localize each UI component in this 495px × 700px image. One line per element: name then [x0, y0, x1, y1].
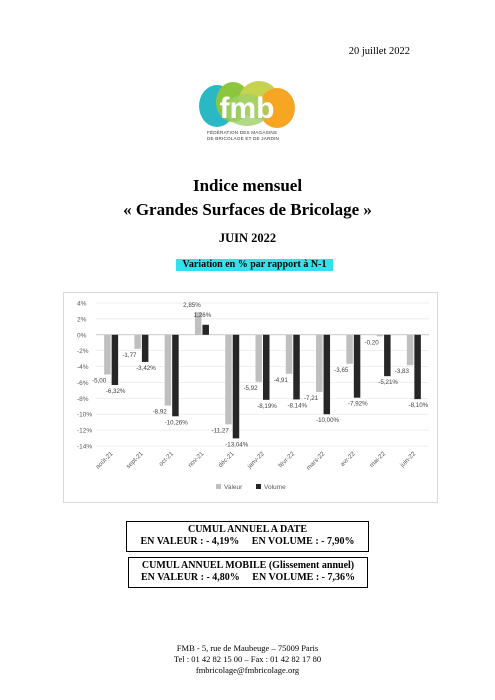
data-label: -3,65 [334, 366, 349, 374]
bar-chart [63, 292, 438, 503]
cumul-annuel-box [126, 521, 369, 552]
data-label: -5,21% [378, 379, 398, 387]
bar-volume [293, 335, 300, 400]
y-tick-label: 0% [77, 332, 87, 340]
data-label: -5,00 [92, 377, 107, 385]
y-tick-label: -2% [77, 348, 89, 356]
data-label: -11,27 [211, 427, 229, 435]
bar-volume [263, 335, 270, 400]
legend-label-valeur: Valeur [224, 484, 243, 491]
bar-volume [172, 335, 179, 417]
y-tick-label: -6% [77, 379, 89, 387]
bar-volume [202, 325, 209, 335]
bar-valeur [225, 335, 232, 425]
document-date: 20 juillet 2022 [348, 46, 410, 57]
bar-valeur [407, 335, 414, 365]
data-label: -8,10% [408, 402, 429, 410]
x-tick-label: déc-21 [217, 450, 236, 470]
x-tick-label: nov-21 [186, 450, 206, 470]
bar-valeur [316, 335, 323, 392]
cumul-annuel-title: CUMUL ANNUEL A DATE [187, 524, 307, 535]
y-tick-label: -8% [77, 395, 89, 403]
legend-swatch-valeur [216, 484, 221, 489]
data-label: -3,83 [394, 368, 409, 376]
bar-volume [112, 335, 119, 385]
bar-volume [354, 335, 361, 398]
data-label: -0,20 [364, 339, 379, 347]
period-label: JUIN 2022 [218, 231, 277, 245]
bar-volume [414, 335, 421, 399]
x-tick-label: oct-21 [157, 450, 176, 468]
y-tick-label: -4% [77, 364, 89, 372]
bar-volume [142, 335, 149, 362]
legend-swatch-volume [256, 484, 261, 489]
bar-valeur [165, 335, 172, 406]
bar-valeur [256, 335, 263, 382]
cumul-mobile-box [128, 557, 368, 588]
bar-volume [324, 335, 331, 414]
x-tick-label: mai-22 [368, 450, 388, 470]
data-label: -6,32% [105, 387, 126, 395]
logo-graphic [197, 80, 297, 132]
bar-valeur [346, 335, 353, 364]
data-label: -8,14% [287, 402, 308, 410]
y-tick-label: -12% [77, 427, 93, 435]
footer-address: FMB - 5, rue de Maubeuge – 75009 Paris [176, 643, 319, 653]
cumul-annuel-values: EN VALEUR : - 4,19% EN VOLUME : - 7,90% [140, 536, 355, 547]
data-label: 2,85% [183, 302, 201, 310]
data-label: -10,00% [316, 417, 340, 425]
logo-subtitle: FÉDÉRATION DES MAGASINS DE BRICOLAGE ET DE JARDIN [207, 130, 280, 141]
data-label: -13,04% [225, 441, 249, 449]
data-label: -4,91 [273, 376, 288, 384]
y-tick-label: -14% [77, 443, 93, 451]
logo-text: fmb [219, 92, 275, 125]
bar-volume [384, 335, 391, 376]
footer [0, 643, 495, 676]
data-label: -8,19% [257, 402, 277, 410]
bar-valeur [377, 335, 384, 337]
x-tick-label: janv-22 [246, 450, 266, 471]
x-tick-label: juin-22 [398, 450, 418, 469]
footer-email: fmbricolage@fmbricolage.org [195, 665, 300, 675]
y-tick-label: 4% [77, 300, 87, 308]
data-label: -5,92 [243, 384, 258, 392]
data-label: -7,92% [348, 400, 368, 408]
legend-label-volume: Volume [264, 484, 286, 491]
data-label: -3,42% [136, 364, 156, 372]
x-tick-label: avr-22 [339, 450, 357, 469]
data-label: 1,26% [193, 311, 212, 319]
footer-phone: Tel : 01 42 82 15 00 – Fax : 01 42 82 17 80 [173, 654, 322, 664]
x-tick-label: sept-21 [125, 450, 145, 471]
bar-valeur [104, 335, 111, 375]
y-tick-label: 2% [77, 316, 87, 324]
data-label: -10,26% [164, 419, 188, 427]
x-tick-label: févr-22 [277, 450, 297, 470]
data-label: -7,21 [303, 395, 319, 403]
cumul-mobile-values: EN VALEUR : - 4,80% EN VOLUME : - 7,36% [141, 572, 355, 583]
fmb-logo [197, 80, 297, 150]
variation-label: Variation en % par rapport à N-1 [176, 259, 333, 271]
cumul-mobile-title: CUMUL ANNUEL MOBILE (Glissement annuel) [141, 560, 355, 571]
data-label: -1,77 [122, 351, 137, 359]
y-tick-label: -10% [77, 411, 93, 419]
chart-svg [64, 293, 437, 502]
title-line2: « Grandes Surfaces de Bricolage » [123, 200, 372, 219]
x-tick-label: août-21 [94, 450, 115, 471]
bar-valeur [134, 335, 141, 349]
title-line1: Indice mensuel [192, 176, 303, 195]
bar-valeur [286, 335, 293, 374]
data-label: -8,92 [152, 408, 167, 416]
bar-volume [233, 335, 240, 439]
x-tick-label: mars-22 [305, 450, 327, 472]
